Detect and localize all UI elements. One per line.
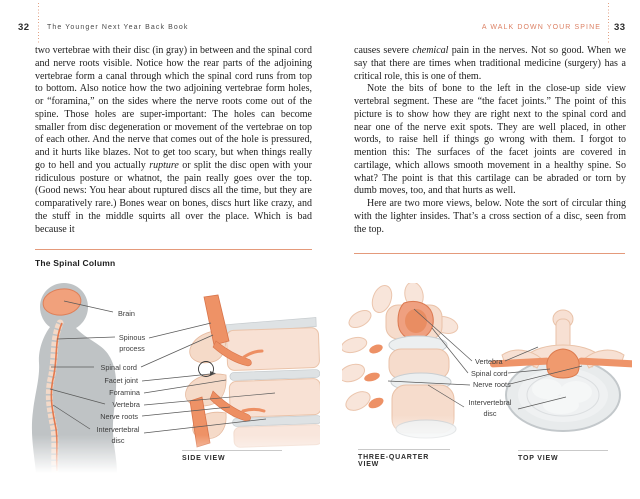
vertebral-body-1 (226, 327, 319, 370)
figure-label-spinal-cord: Spinal cord (100, 363, 137, 372)
header-divider-right (608, 3, 609, 43)
figure-label-brain: Brain (117, 309, 135, 318)
vertebrae-side-view (186, 295, 320, 448)
figure-label-intervertebral-disc-2: disc (111, 436, 125, 445)
tq-nerve-1 (368, 343, 384, 355)
caption-text-top-view: TOP VIEW (518, 455, 559, 462)
figure-label-vertebra-right: Vertebra (475, 357, 503, 366)
spine-views-figure (342, 283, 632, 453)
figure-label-nerve-roots: Nerve roots (100, 412, 138, 421)
body-text-right (354, 45, 626, 236)
caption-rule-side-view (182, 450, 282, 451)
section-rule-right (354, 253, 625, 254)
header-divider-left (38, 3, 39, 43)
figure-label-spinal-cord-right: Spinal cord (471, 369, 508, 378)
caption-three-quarter-view (358, 449, 450, 468)
process-left-3 (342, 361, 367, 385)
tq-cord-core (405, 309, 427, 333)
figure-label-intervertebral-disc-right-2: disc (483, 409, 497, 418)
process-left-4 (343, 388, 373, 414)
vertebrae-three-quarter-view (342, 283, 472, 453)
figure-label-nerve-roots-right: Nerve roots (473, 380, 511, 389)
caption-rule-top-view (518, 450, 608, 451)
caption-side-view (182, 450, 282, 462)
figure-label-intervertebral-disc-right: Intervertebral (468, 398, 512, 407)
section-rule-left (35, 249, 312, 250)
vertebral-bodies (226, 317, 320, 447)
vertebra-top-view (490, 310, 632, 431)
figure-label-facet-joint: Facet joint (104, 376, 138, 385)
running-head-left: The Younger Next Year Back Book (47, 24, 189, 31)
caption-rule-three-quarter (358, 449, 450, 450)
figure-label-foramina: Foramina (109, 388, 140, 397)
process-left-2 (342, 335, 368, 355)
page-number-right: 33 (614, 22, 626, 33)
body-text-left (35, 45, 312, 236)
process-left-1 (346, 307, 374, 331)
figure-title-left: The Spinal Column (35, 258, 116, 268)
nerve-root-2-branch (243, 410, 264, 412)
figure-label-vertebra: Vertebra (112, 400, 140, 409)
caption-text-three-quarter: THREE-QUARTER VIEW (358, 454, 430, 468)
tq-fade (342, 415, 472, 453)
body-paragraph: causes severe chemical pain in the nerves. Not so good. When we say that there are times when traditional medicine (surgery) has a critical role, this is one of them. (354, 45, 626, 82)
body-paragraph: Here are two more views, below. Note the sort of circular thing with the lighter insides. That’s a cross section of a disc, seen from the top. (354, 198, 626, 235)
running-head-right: A WALK DOWN YOUR SPINE (481, 24, 601, 31)
body-paragraph: Note the bits of bone to the left in the close-up side view vertebral segment. These are “the facet joints.” The point of this picture is to show how they are right next to the spinal cord and near one of the nerve exit spots. They are well placed, in other words, to raise hell if things go wrong with them. I forgot to mention this: The surfaces of the facet joints are covered in cartilage, which allows smooth movement in a healthy spine. So what? The point is that this cartilage can be abraded or torn by dumb moves, too, and that hurts as well. (354, 83, 626, 197)
spinal-column-figure (20, 283, 320, 473)
figure-label-spinous-process-2: process (119, 344, 145, 353)
tq-nerve-2 (363, 371, 381, 383)
body-paragraph: two vertebrae with their disc (in gray) in between and the spinal cord and nerve roots visible. Notice how the rear parts of the adjoining vertebrae form a canal through which the spinal cord runs from top to bottom. Also notice how the two adjoining vertebrae form holes, or “foramina,” on the sides where the nerve roots come out of the spine. Those holes are super-important: The holes can become smaller from disc degeneration or movement of the vertebrae on top of each other. And the nerve that comes out of the hole is pressured, and it hurts like blazes. Not to get too scary, but when things really go to hell and you actually rupture or split the disc open with your ridiculous posture or whatnot, the pain really goes over the top. (Good news: You hear about ruptured discs all the time, but they are comparatively rare.) Bones wear on bones, discs hurt like crazy, and the stuff in the middle squirts all over the place. Which is bad because it (35, 45, 312, 235)
figure-label-spinous-process: Spinous (118, 333, 146, 342)
figure-label-intervertebral-disc: Intervertebral (96, 425, 140, 434)
top-disc-lobe-1 (532, 379, 562, 399)
caption-top-view (518, 450, 608, 462)
caption-text-side-view: SIDE VIEW (182, 455, 226, 462)
page-number-left: 32 (18, 22, 30, 33)
top-disc-lobe-3 (543, 396, 579, 414)
